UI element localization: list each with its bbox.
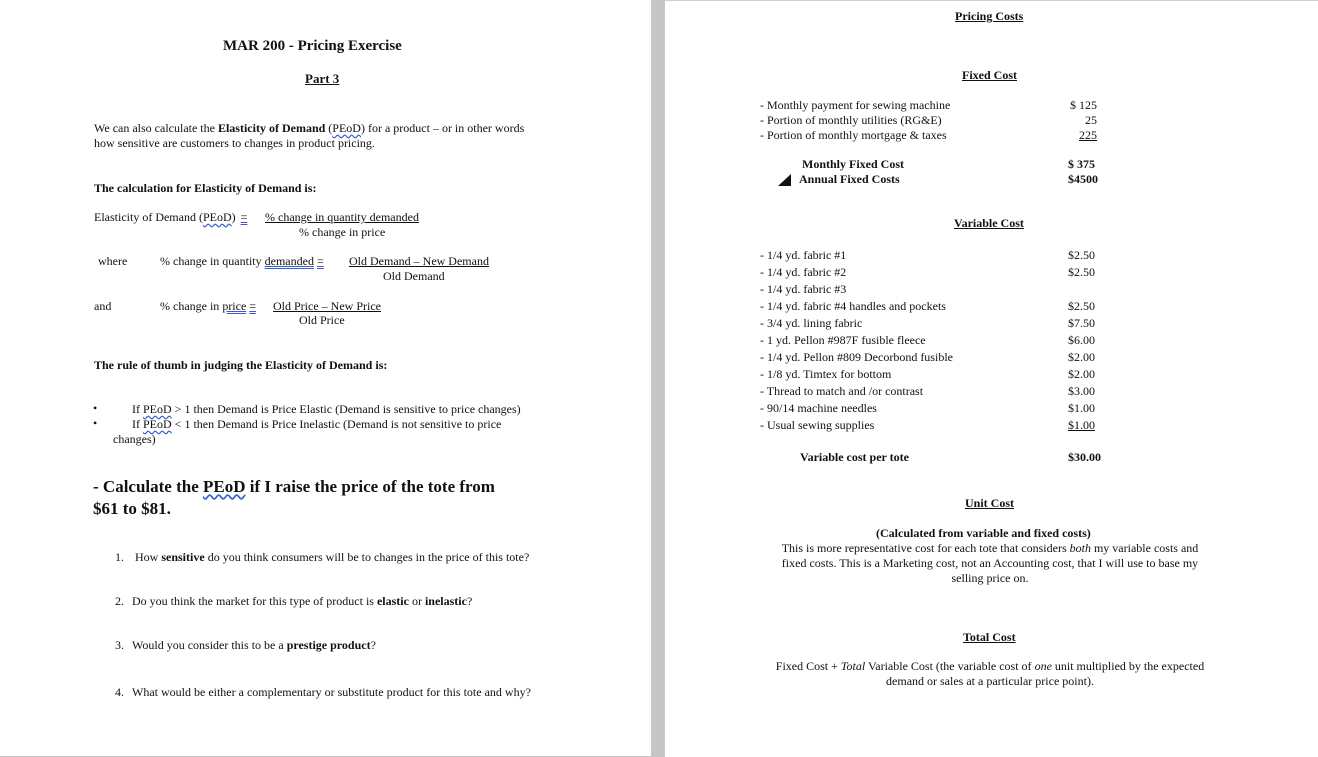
variable-item-label: - 1/8 yd. Timtex for bottom: [760, 367, 892, 381]
fixed-item-value: 225: [1079, 128, 1097, 142]
fixed-item-value: $ 125: [1070, 98, 1097, 112]
variable-item-label: - 1/4 yd. fabric #3: [760, 282, 847, 296]
variable-total-label: Variable cost per tote: [800, 450, 909, 464]
pricing-costs-title: Pricing Costs: [955, 9, 1024, 23]
intro-line-1: We can also calculate the Elasticity of Demand (PEoD) for a product – or in other words: [94, 121, 525, 135]
total-cost-line-2: demand or sales at a particular price point).: [886, 674, 1094, 688]
calc-heading: The calculation for Elasticity of Demand is:: [94, 181, 317, 195]
variable-item-label: - Usual sewing supplies: [760, 418, 875, 432]
question-4: 4. What would be either a complementary or substitute product for this tote and why?: [115, 685, 531, 699]
variable-item-value: $6.00: [1068, 333, 1095, 347]
rule-bullet-2-cont: changes): [113, 432, 156, 446]
fixed-item-label: - Portion of monthly utilities (RG&E): [760, 113, 942, 127]
intro-line-2: how sensitive are customers to changes in product pricing.: [94, 136, 375, 150]
variable-total-value: $30.00: [1068, 450, 1101, 464]
unit-cost-heading: Unit Cost: [965, 496, 1015, 510]
unit-cost-line-2: fixed costs. This is a Marketing cost, not an Accounting cost, that I will use to base my: [781, 556, 1199, 570]
and-denominator: Old Price: [299, 313, 345, 327]
part-heading: Part 3: [305, 71, 340, 86]
bullet-marker: •: [93, 401, 98, 415]
variable-item-value: $2.50: [1068, 299, 1095, 313]
variable-item-label: - 3/4 yd. lining fabric: [760, 316, 863, 330]
unit-cost-line-1: This is more representative cost for each tote that considers both my variable costs and: [781, 541, 1199, 555]
total-cost-line-1: Fixed Cost + Total Variable Cost (the variable cost of one unit multiplied by the expected: [775, 659, 1205, 673]
variable-item-value: $2.00: [1068, 350, 1095, 364]
rule-bullet-2: If PEoD < 1 then Demand is Price Inelastic (Demand is not sensitive to price: [132, 417, 502, 431]
calc-task-line-1: - Calculate the PEoD if I raise the price of the tote from: [93, 477, 495, 496]
triangle-marker-icon: [778, 174, 792, 186]
monthly-fixed-value: $ 375: [1068, 157, 1095, 171]
formula-lhs: Elasticity of Demand (PEoD) =: [94, 210, 248, 224]
question-1: 1. How sensitive do you think consumers will be to changes in the price of this tote?: [115, 550, 530, 564]
unit-cost-subheading: (Calculated from variable and fixed costs): [876, 526, 1091, 540]
document-page-left: [0, 0, 651, 756]
variable-item-value: $3.00: [1068, 384, 1095, 398]
where-label: where: [98, 254, 128, 268]
variable-item-label: - 1/4 yd. fabric #4 handles and pockets: [760, 299, 946, 313]
variable-cost-heading: Variable Cost: [954, 216, 1024, 230]
variable-item-value: $2.00: [1068, 367, 1095, 381]
fixed-cost-heading: Fixed Cost: [962, 68, 1017, 82]
question-2: 2. Do you think the market for this type of product is elastic or inelastic?: [115, 594, 473, 608]
variable-item-label: - 1 yd. Pellon #987F fusible fleece: [760, 333, 926, 347]
rule-heading: The rule of thumb in judging the Elasticity of Demand is:: [94, 358, 388, 372]
question-3: 3. Would you consider this to be a prestige product?: [115, 638, 376, 652]
variable-item-value: $2.50: [1068, 248, 1095, 262]
variable-item-value: $1.00: [1068, 401, 1095, 415]
formula-denominator: % change in price: [299, 225, 386, 239]
unit-cost-line-3: selling price on.: [951, 571, 1029, 585]
bullet-marker: •: [93, 416, 98, 430]
total-cost-heading: Total Cost: [963, 630, 1016, 644]
variable-item-label: - Thread to match and /or contrast: [760, 384, 924, 398]
monthly-fixed-label: Monthly Fixed Cost: [802, 157, 904, 171]
variable-item-label: - 1/4 yd. fabric #1: [760, 248, 847, 262]
rule-bullet-1: If PEoD > 1 then Demand is Price Elastic (Demand is sensitive to price changes): [132, 402, 521, 416]
document-page-right: [665, 0, 1318, 757]
annual-fixed-value: $4500: [1068, 172, 1098, 186]
and-label: and: [94, 299, 112, 313]
fixed-item-label: - Monthly payment for sewing machine: [760, 98, 951, 112]
fixed-item-label: - Portion of monthly mortgage & taxes: [760, 128, 947, 142]
annual-fixed-label: Annual Fixed Costs: [799, 172, 900, 186]
page-title: MAR 200 - Pricing Exercise: [223, 38, 402, 54]
variable-item-value: $7.50: [1068, 316, 1095, 330]
where-lhs: % change in quantity demanded =: [160, 254, 324, 268]
fixed-item-value: 25: [1085, 113, 1097, 127]
variable-item-value: $2.50: [1068, 265, 1095, 279]
variable-item-label: - 1/4 yd. Pellon #809 Decorbond fusible: [760, 350, 953, 364]
calc-task-line-2: $61 to $81.: [93, 499, 171, 518]
where-denominator: Old Demand: [383, 269, 445, 283]
variable-item-label: - 1/4 yd. fabric #2: [760, 265, 847, 279]
and-lhs: % change in price =: [160, 299, 257, 313]
variable-item-value: $1.00: [1068, 418, 1095, 432]
and-numerator: Old Price – New Price: [273, 299, 381, 313]
formula-numerator: % change in quantity demanded: [265, 210, 419, 224]
spellcheck-word: PEoD: [332, 121, 361, 135]
where-numerator: Old Demand – New Demand: [349, 254, 489, 268]
variable-item-label: - 90/14 machine needles: [760, 401, 877, 415]
